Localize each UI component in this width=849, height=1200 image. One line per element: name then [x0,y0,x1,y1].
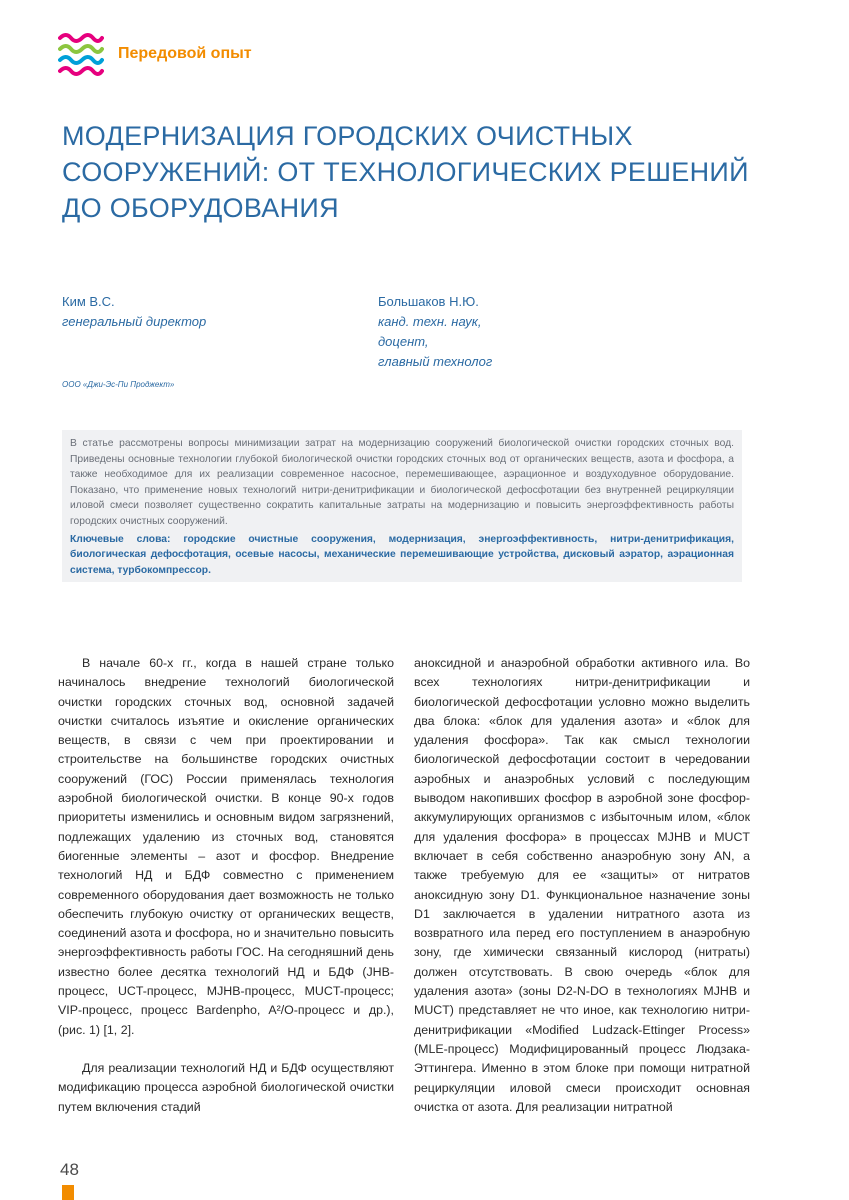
body-paragraph: Для реализации технологий НД и БДФ осуществляют модификацию процесса аэробной биологической очистки путем включения стадий [58,1060,394,1114]
author-name: Большаков Н.Ю. [378,294,479,309]
organization: ООО «Джи-Эс-Пи Проджект» [62,380,175,389]
body-paragraph: аноксидной и анаэробной обработки активного ила. Во всех технологиях нитри-денитрификации и биологической дефосфотации условно можно выделить два блока: «блок для удаления азота» и «блок для удаления фосфора». Так как смысл технологии биологической дефосфотации состоит в чередовании аэробных и анаэробных условий с последующим выводом накопивших фосфор в аэробной зоне фосфор-аккумулирующих организмов с избыточным илом, «блок для удаления фосфора» в процессах MJHB и MUCT включает в себя собственно анаэробную зону AN, а также требуемую для ее «защиты» от нитратов аноксидную зону D1. Функциональное назначение зоны D1 заключается в удалении нитратного азота из возвратного ила перед его поступлением в анаэробную зону, где химически связанный кислород (нитраты) должен отсутствовать. В свою очередь «блок для удаления азота» (зоны D2-N-DO в технологиях MJHB и MUCT) представляет не что иное, как технологию нитри-денитрификации «Modified Ludzack-Ettinger Process» (MLE-процесс) Модифицированный процесс Людзака-Эттингера. Именно в этом блоке при помощи нитратной рециркуляции иловой смеси происходит основная очистка от азота. Для реализации нитратной [414,656,750,1114]
author-name: Ким В.С. [62,294,115,309]
author-role: канд. техн. наук, [378,314,482,329]
keywords: Ключевые слова: городские очистные сооружения, модернизация, энергоэффективность, нитри-денитрификация, биологическая дефосфотация, осевые насосы, механические перемешивающие устройства, дисковый аэратор, аэрационная система, турбокомпрессор. [70,533,734,576]
abstract-box [62,430,742,582]
article-title: МОДЕРНИЗАЦИЯ ГОРОДСКИХ ОЧИСТНЫХ СООРУЖЕНИЙ: ОТ ТЕХНОЛОГИЧЕСКИХ РЕШЕНИЙ ДО ОБОРУДОВАНИЯ [62,121,749,223]
page-number: 48 [60,1160,79,1179]
body-column-right [414,654,750,1117]
page-accent-bar [62,1185,74,1200]
body-column-left [58,654,394,1117]
author-block [62,292,206,332]
abstract-text: В статье рассмотрены вопросы минимизации затрат на модернизацию сооружений биологической очистки городских сточных вод. Приведены основные технологии глубокой биологической очистки городских сточных вод от органических веществ, азота и фосфора, а также необходимое для их реализации современное насосное, перемешивающее, аэрационное и воздуходувное оборудование. Показано, что применение новых технологий нитри-денитрификации и биологической дефосфотации без внутренней рециркуляции иловой смеси позволяет существенно сократить капитальные затраты на модернизацию и повысить энергоэффективность работы городских очистных сооружений. [70,438,734,527]
section-label: Передовой опыт [118,45,252,62]
body-paragraph: В начале 60-х гг., когда в нашей стране только начиналось внедрение технологий биологической очистки городских сточных вод, основной задачей очистки считалось изъятие и окисление органических веществ, в связи с чем при проектировании и строительстве на большинстве городских очистных сооружений (ГОС) России применялась технология аэробной биологической очистки. В конце 90-х годов приоритеты изменились и основным видом загрязнений, подлежащих удалению из сточных вод, становятся биогенные элементы – азот и фосфор. Внедрение технологий НД и БДФ совместно с применением современного оборудования дает возможность не только обеспечить глубокую очистку от органических веществ, соединений азота и фосфора, но и значительно повысить энергоэффективность работы ГОС. На сегодняшний день известно более десятка технологий НД и БДФ (JHB-процесс, UCT-процесс, MJHB-процесс, MUCT-процесс; VIP-процесс, процесс Bardenpho, A²/O-процесс и др.), (рис. 1) [1, 2]. [58,656,394,1037]
author-block [378,292,492,372]
author-role: доцент, [378,334,429,349]
author-role: генеральный директор [62,314,207,329]
journal-logo-icon [58,30,104,78]
author-role: главный технолог [378,354,493,369]
